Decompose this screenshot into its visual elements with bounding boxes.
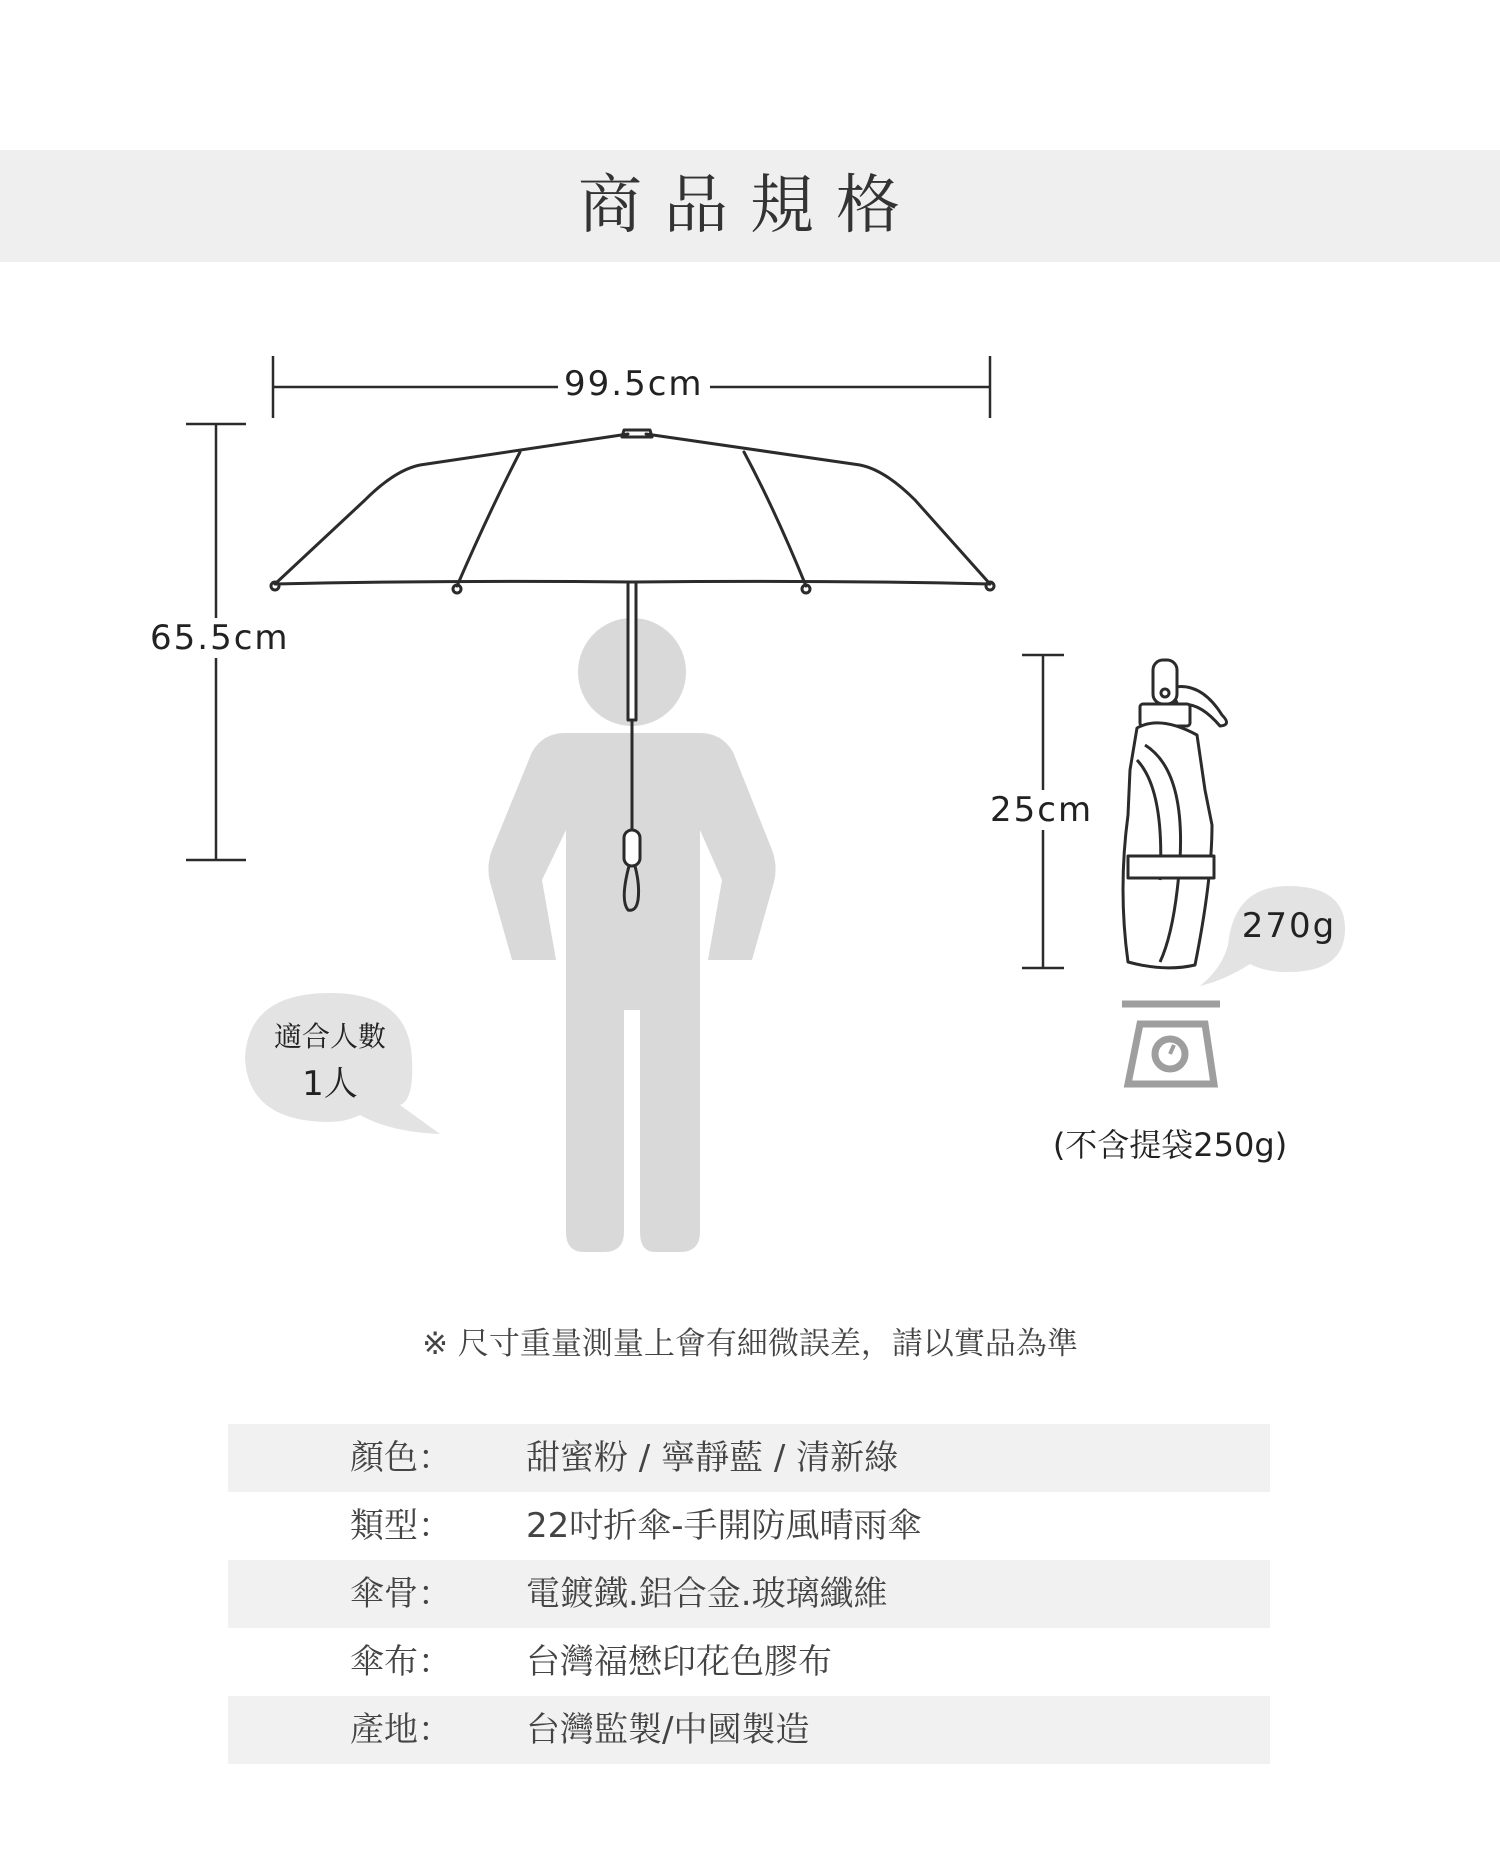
spec-label: 產地： <box>350 1710 452 1750</box>
scale-icon <box>1122 1004 1220 1084</box>
folded-dimension-label: 25cm <box>984 790 1099 830</box>
width-dimension-label: 99.5cm <box>558 364 710 404</box>
spec-value: 台灣福懋印花色膠布 <box>526 1642 832 1682</box>
measurement-disclaimer: ※ 尺寸重量測量上會有細微誤差，請以實品為準 <box>422 1326 1078 1362</box>
spec-value: 22吋折傘-手開防風晴雨傘 <box>526 1506 922 1546</box>
spec-row-frame <box>228 1560 1270 1628</box>
spec-row-origin <box>228 1696 1270 1764</box>
page-title: 商品規格 <box>578 169 922 243</box>
weight-value: 270g <box>1241 906 1337 946</box>
spec-label: 顏色： <box>350 1438 452 1478</box>
weight-note: (不含提袋250g) <box>1052 1126 1288 1164</box>
spec-row-color <box>228 1424 1270 1492</box>
spec-label: 傘骨： <box>350 1574 452 1614</box>
open-umbrella-icon <box>271 430 994 910</box>
spec-label: 傘布： <box>350 1642 452 1682</box>
spec-row-type <box>228 1492 1270 1560</box>
spec-row-fabric <box>228 1628 1270 1696</box>
capacity-label: 適合人數 <box>273 1020 386 1053</box>
spec-label: 類型： <box>350 1506 452 1546</box>
spec-value: 甜蜜粉 / 寧靜藍 / 清新綠 <box>526 1438 899 1478</box>
length-dimension-label: 65.5cm <box>144 618 296 658</box>
capacity-value: 1人 <box>302 1064 358 1104</box>
spec-value: 電鍍鐵.鋁合金.玻璃纖維 <box>526 1574 888 1614</box>
folded-umbrella-icon <box>1123 660 1227 968</box>
spec-value: 台灣監製/中國製造 <box>526 1710 810 1750</box>
